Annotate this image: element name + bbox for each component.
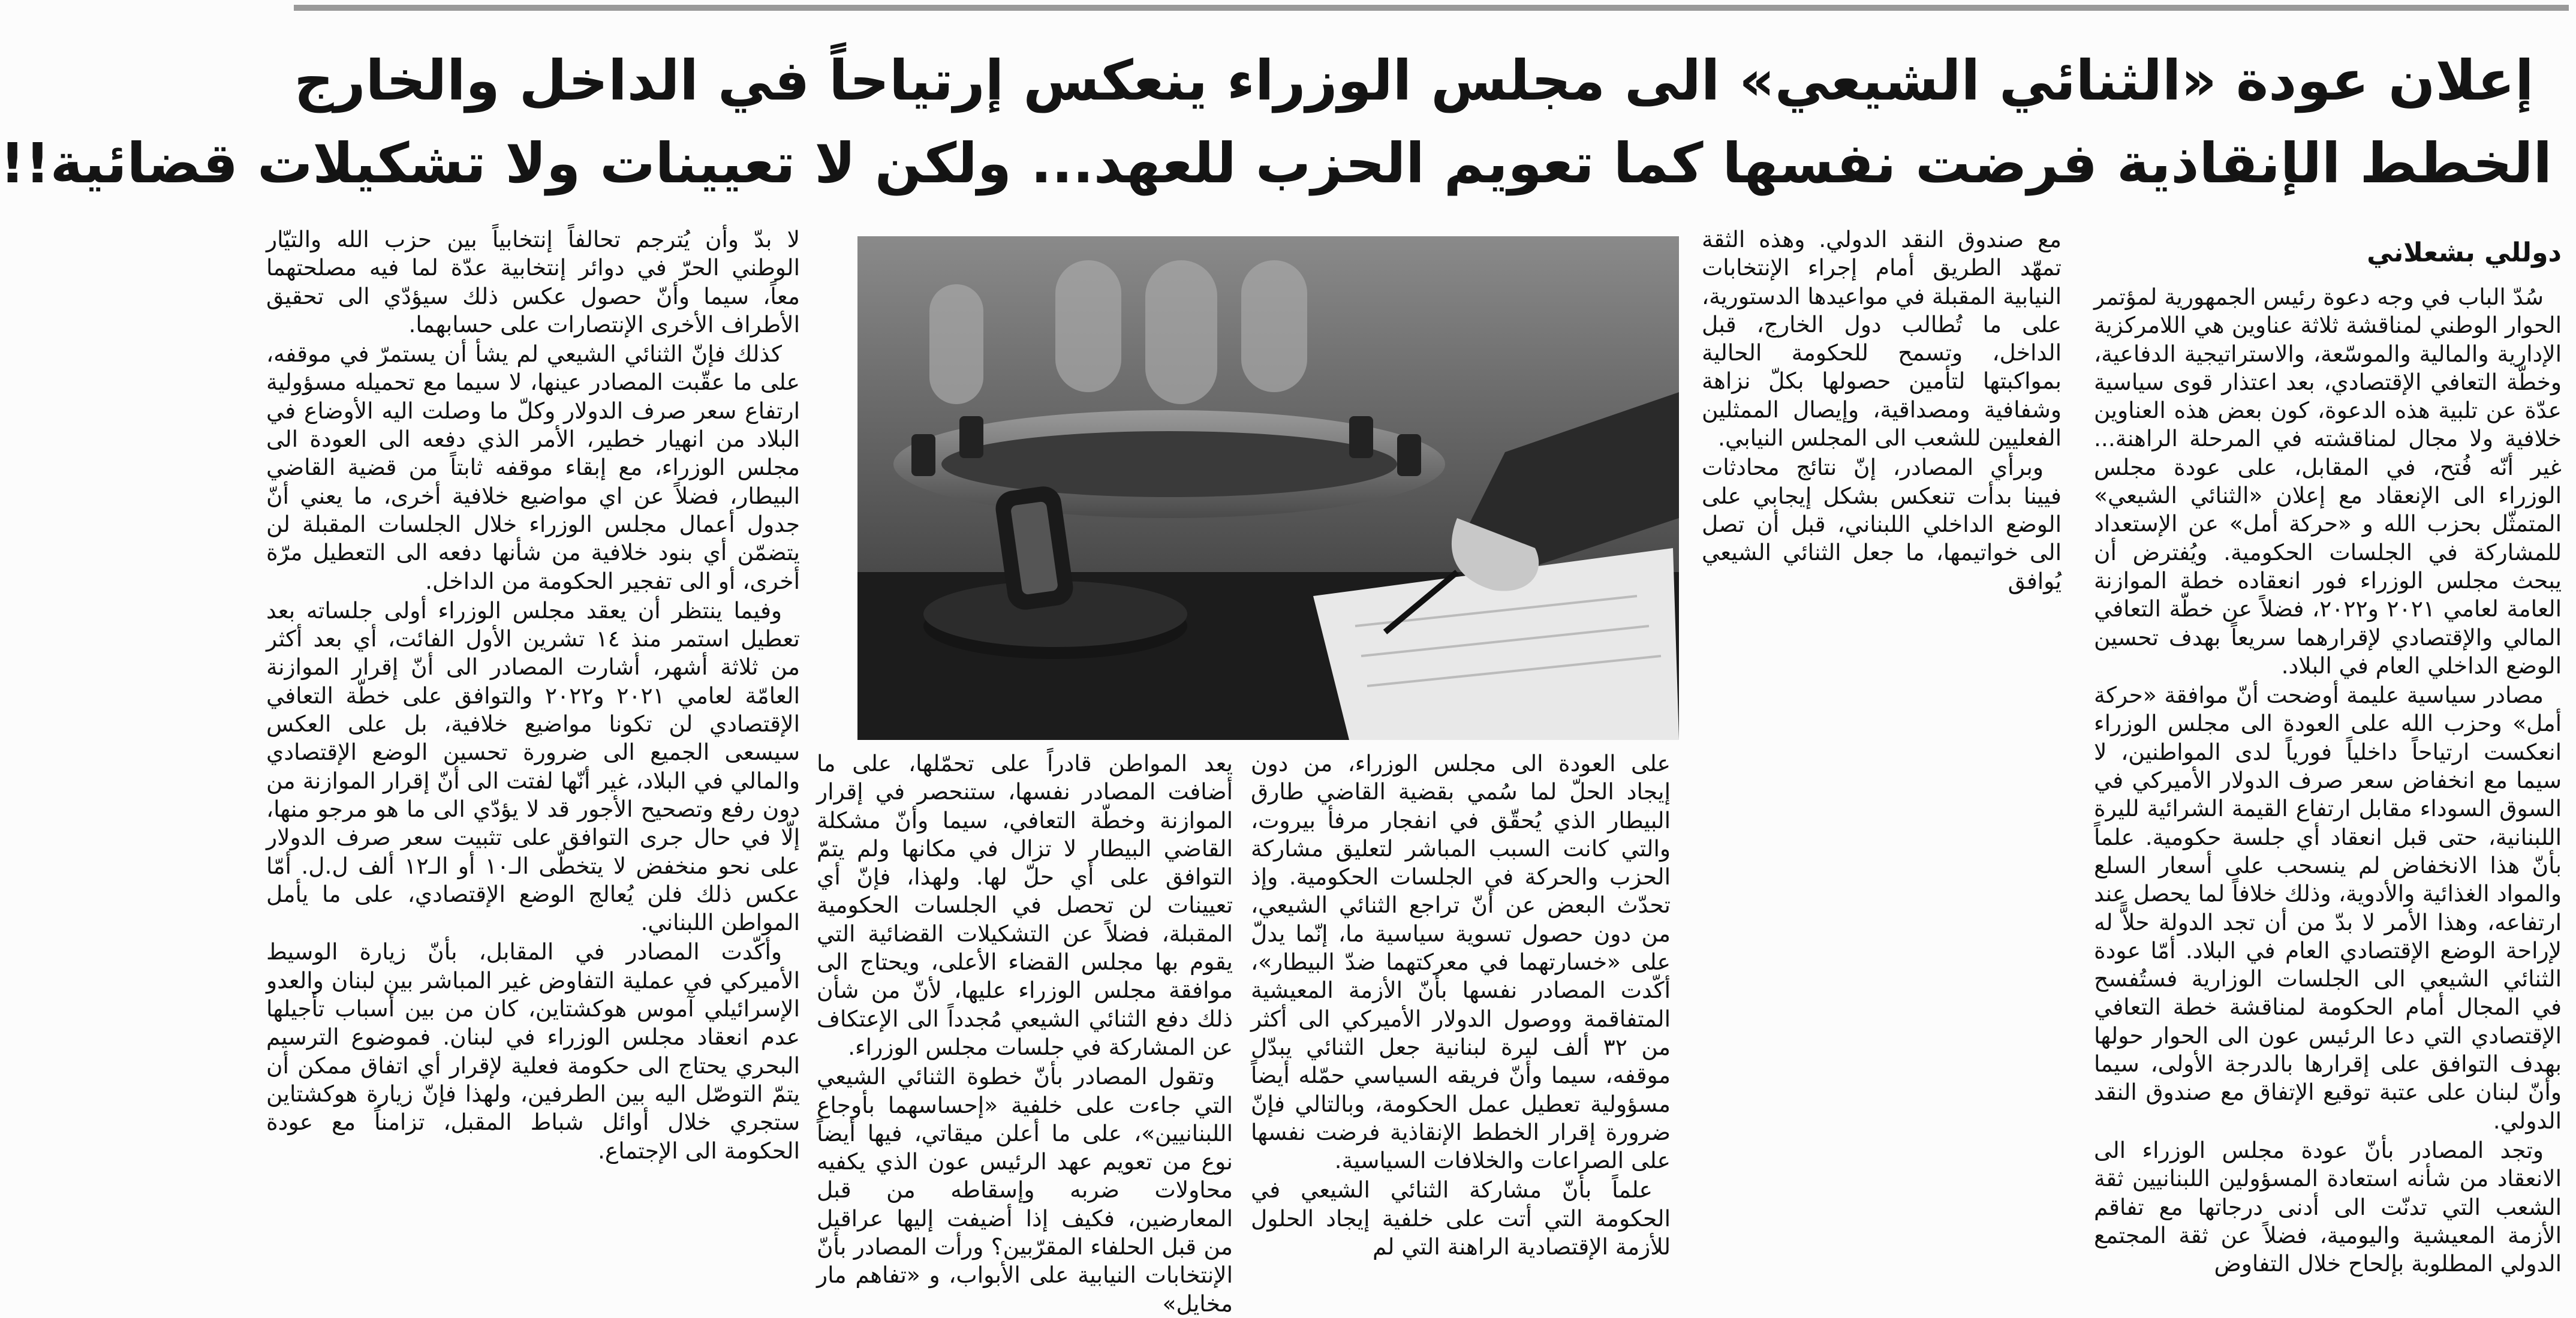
article-column-2 — [1702, 225, 2062, 1185]
paragraph: كذلك فإنّ الثنائي الشيعي لم يشأ أن يستمرّ في موقفه، على ما عقّبت المصادر عينها، لا سيما مع تحميله مسؤولية ارتفاع سعر صرف الدولار وكلّ ما وصلت اليه الأوضاع في البلاد من انهيار خطير، الأمر الذي دفعه الى العودة الى مجلس الوزراء، مع إبقاء موقفه ثابتاً من قضية القاضي البيطار، فضلاً عن اي مواضيع خلافية أخرى، ما يعني أنّ جدول أعمال مجلس الوزراء خلال الجلسات المقبلة لن يتضمّن أي بنود خلافية من شأنها دفعه الى التعطيل مرّة أخرى، أو الى تفجير الحكومة من الداخل. — [266, 341, 800, 594]
paragraph: سُدّ الباب في وجه دعوة رئيس الجمهورية لمؤتمر الحوار الوطني لمناقشة ثلاثة عناوين هي اللامركزية الإدارية والمالية والموسّعة، والاستراتيجية الدفاعية، وخطّة التعافي الإقتصادي، بعد اعتذار قوى سياسية عدّة عن تلبية هذه الدعوة، كون بعض هذه العناوين خلافية ولا مجال لمناقشته في المرحلة الراهنة... غير أنّه فُتح، في المقابل، على عودة مجلس الوزراء الى الإنعقاد مع إعلان «الثنائي الشيعي» المتمثّل بحزب الله و «حركة أمل» عن الإستعداد للمشاركة في الجلسات الحكومية. ويُفترض أن يبحث مجلس الوزراء فور انعقاده خطة الموازنة العامة لعامي ٢٠٢١ و٢٠٢٢، فضلاً عن خطّة التعافي المالي والإقتصادي لإقرارهما سريعاً بهدف تحسين الوضع الداخلي العام في البلاد. — [2094, 284, 2562, 679]
article-column-1 — [2094, 235, 2562, 1277]
paragraph: وأكّدت المصادر في المقابل، بأنّ زيارة الوسيط الأميركي في عملية التفاوض غير المباشر بين لبنان والعدو الإسرائيلي آموس هوكشتاين، كان من بين أسباب تأجيلها عدم انعقاد مجلس الوزراء في لبنان. فموضوع الترسيم البحري يحتاج الى حكومة فعلية لإقرار أي اتفاق ممكن أن يتمّ التوصّل اليه بين الطرفين، ولهذا فإنّ زيارة هوكشتاين ستجري خلال أوائل شباط المقبل، تزامناً مع عودة الحكومة الى الإجتماع. — [266, 938, 800, 1164]
headline-line-2: الخطط الإنقاذية فرضت نفسها كما تعويم الحزب للعهد... ولكن لا تعيينات ولا تشكيلات قضائية!! — [0, 131, 2552, 195]
article-photo — [857, 236, 1679, 740]
top-rule — [294, 5, 2569, 11]
paragraph: مع صندوق النقد الدولي. وهذه الثقة تمهّد الطريق أمام إجراء الإنتخابات النيابية المقبلة في مواعيدها الدستورية، على ما تُطالب دول الخارج، قبل الداخل، وتسمح للحكومة الحالية بمواكبتها لتأمين حصولها بكلّ نزاهة وشفافية ومصداقية، وإيصال الممثلين الفعليين للشعب الى المجلس النيابي. — [1702, 226, 2062, 452]
paragraph: يعد المواطن قادراً على تحمّلها، على ما أضافت المصادر نفسها، ستنحصر في إقرار الموازنة وخطّة التعافي، سيما وأنّ مشكلة القاضي البيطار لا تزال في مكانها ولم يتمّ التوافق على أي حلّ لها. ولهذا، فإنّ أي تعيينات لن تحصل في الجلسات الحكومية المقبلة، فضلاً عن التشكيلات القضائية التي يقوم بها مجلس القضاء الأعلى، ويحتاج الى موافقة مجلس الوزراء عليها، لأنّ من شأن ذلك دفع الثنائي الشيعي مُجدداً الى الإعتكاف عن المشاركة في جلسات مجلس الوزراء. — [817, 750, 1233, 1060]
paragraph: مصادر سياسية عليمة أوضحت أنّ موافقة «حركة أمل» وحزب الله على العودة الى مجلس الوزراء انعكست ارتياحاً داخلياً فورياً لدى المواطنين، لا سيما مع انخفاض سعر صرف الدولار الأميركي في السوق السوداء مقابل ارتفاع القيمة الشرائية لليرة اللبنانية، حتى قبل انعقاد أي جلسة حكومية. علماً بأنّ هذا الانخفاض لم ينسحب على أسعار السلع والمواد الغذائية والأدوية، وذلك خلافاً لما يحصل عند ارتفاعه، وهذا الأمر لا بدّ من أن تجد الدولة حلاًّ له لإراحة الوضع الإقتصادي العام في البلاد. أمّا عودة الثنائي الشيعي الى الجلسات الوزارية فستُفسح في المجال أمام الحكومة لمناقشة خطة التعافي الإقتصادي التي دعا الرئيس عون الى الحوار حولها بهدف التوافق على إقرارها بالدرجة الأولى، سيما وأنّ لبنان على عتبة توقيع الإتفاق مع صندوق النقد الدولي. — [2094, 682, 2562, 1134]
paragraph: لا بدّ وأن يُترجم تحالفاً إنتخابياً بين حزب الله والتيّار الوطني الحرّ في دوائر إنتخابية عدّة لما فيه مصلحتهما معاً، سيما وأنّ حصول عكس ذلك سيؤدّي الى تحقيق الأطراف الأخرى الإنتصارات على حسابهما. — [266, 226, 800, 338]
paragraph: وبرأي المصادر، إنّ نتائج محادثات فيينا بدأت تنعكس بشكل إيجابي على الوضع الداخلي اللبناني، قبل أن تصل الى خواتيمها، ما جعل الثنائي الشيعي يُوافق — [1702, 454, 2062, 594]
paragraph: وتجد المصادر بأنّ عودة مجلس الوزراء الى الانعقاد من شأنه استعادة المسؤولين اللبنانيين ثقة الشعب التي تدنّت الى أدنى درجاتها مع تفاقم الأزمة المعيشية واليومية، فضلاً عن ثقة المجتمع الدولي المطلوبة بإلحاح خلال التفاوض — [2094, 1136, 2562, 1277]
article-columns-3-4 — [817, 750, 1671, 1317]
paragraph: وتقول المصادر بأنّ خطوة الثنائي الشيعي التي جاءت على خلفية «إحساسهما بأوجاع اللبنانيين»، على ما أعلن ميقاتي، فيها أيضاً نوع من تعويم عهد الرئيس عون الذي يكفيه محاولات ضربه وإسقاطه من قبل المعارضين، فكيف إذا أضيفت إليها عراقيل من قبل الحلفاء المقرّبين؟ ورأت المصادر بأنّ الإنتخابات النيابية على الأبواب، و «تفاهم مار مخايل» — [817, 1063, 1233, 1317]
paragraph: على العودة الى مجلس الوزراء، من دون إيجاد الحلّ لما سُمي بقضية القاضي طارق البيطار الذي يُحقّق في انفجار مرفأ بيروت، والتي كانت السبب المباشر لتعليق مشاركة الحزب والحركة في الجلسات الحكومية. وإذ تحدّث البعض عن أنّ تراجع الثنائي الشيعي، من دون حصول تسوية سياسية ما، إنّما يدلّ على «خسارتهما في معركتهما ضدّ البيطار»، أكّدت المصادر نفسها بأنّ الأزمة المعيشية المتفاقمة ووصول الدولار الأميركي الى أكثر من ٣٢ ألف ليرة لبنانية جعل الثنائي يبدّل موقفه، سيما وأنّ فريقه السياسي حمّله أيضاً مسؤولية تعطيل عمل الحكومة، وبالتالي فإنّ ضرورة إقرار الخطط الإنقاذية فرضت نفسها على الصراعات والخلافات السياسية. — [1251, 750, 1671, 1174]
article-column-3 — [1251, 750, 1671, 1260]
paragraph: وفيما ينتظر أن يعقد مجلس الوزراء أولى جلساته بعد تعطيل استمر منذ ١٤ تشرين الأول الفائت، أي بعد أكثر من ثلاثة أشهر، أشارت المصادر الى أنّ إقرار الموازنة العامّة لعامي ٢٠٢١ و٢٠٢٢ والتوافق على خطّة التعافي الإقتصادي لن تكونا مواضيع خلافية، بل على العكس سيسعى الجميع الى ضرورة تحسين الوضع الإقتصادي والمالي في البلاد، غير أنّها لفتت الى أنّ إقرار الموازنة من دون رفع وتصحيح الأجور قد لا يؤدّي الى ما هو مرجو منها، إلّا في حال جرى التوافق على تثبيت سعر صرف الدولار على نحو منخفض لا يتخطّى الـ١٠ أو الـ١٢ ألف ل.ل. أمّا عكس ذلك فلن يُعالج الوضع الإقتصادي، على ما يأمل المواطن اللبناني. — [266, 597, 801, 936]
article-column-4 — [817, 750, 1233, 1317]
article-column-5 — [266, 225, 800, 1185]
headline-line-1: إعلان عودة «الثنائي الشيعي» الى مجلس الوزراء ينعكس إرتياحاً في الداخل والخارج — [294, 49, 2534, 113]
author-byline: دوللي بشعلاني — [2367, 237, 2562, 268]
gavel-photo-illustration — [857, 236, 1679, 740]
paragraph: علماً بأنّ مشاركة الثنائي الشيعي في الحكومة التي أتت على خلفية إيجاد الحلول للأزمة الإقتصادية الراهنة التي لم — [1251, 1176, 1671, 1260]
